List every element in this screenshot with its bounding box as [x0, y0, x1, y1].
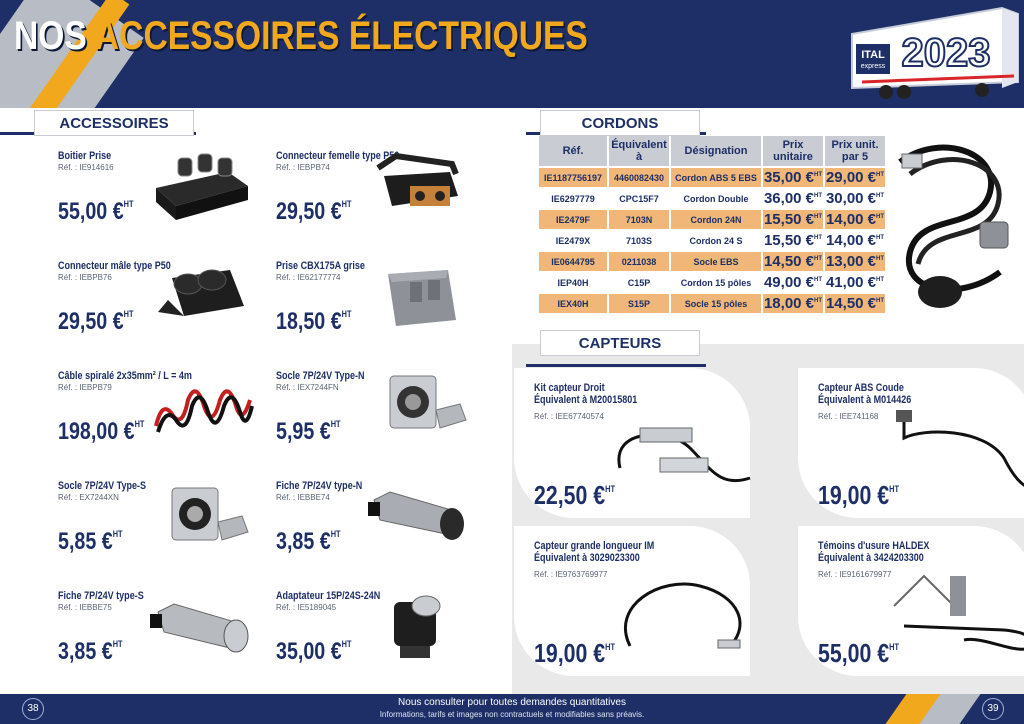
cell-equivalent: 0211038: [609, 252, 669, 271]
product-name: Connecteur mâle type P50: [58, 260, 171, 272]
cell-designation: Cordon 15 pôles: [671, 273, 761, 292]
product-boitier-prise[interactable]: [58, 150, 268, 258]
product-name: Fiche 7P/24V type-N: [276, 480, 363, 492]
capteur-price: 55,00 €$^{HT}$: [818, 638, 899, 668]
capteurs-heading: [540, 330, 700, 356]
cell-prix-unitaire: 14,50 €$^{HT}$: [763, 253, 823, 270]
product-prise-cbx175a[interactable]: [276, 260, 486, 368]
cell-designation: Cordon ABS 5 EBS: [671, 168, 761, 187]
table-row: [539, 231, 885, 250]
table-header-row: [539, 136, 885, 166]
product-ref: Réf. : IE914616: [58, 163, 114, 172]
page-header: [0, 0, 1024, 108]
table-row: [539, 273, 885, 292]
capteur-name: Capteur grande longueur IM Équivalent à 3029023300: [534, 540, 655, 564]
product-name: Connecteur femelle type P50: [276, 150, 400, 162]
table-row: [539, 168, 885, 187]
capteur-name: Kit capteur Droit Équivalent à M20015801: [534, 382, 638, 406]
cell-equivalent: 7103N: [609, 210, 669, 229]
product-ref: Réf. : IEX7244FN: [276, 383, 339, 392]
page-number-left: 38: [22, 698, 44, 720]
sensor-kit-icon: [600, 408, 760, 508]
product-price: 3,85 €$^{HT}$: [276, 528, 341, 555]
grey-plug-icon: [366, 260, 476, 336]
col-prix-par-5: Prix unit. par 5: [825, 136, 885, 166]
product-name: Fiche 7P/24V type-S: [58, 590, 144, 602]
title-word-2: ACCESSOIRES ÉLECTRIQUES: [94, 14, 588, 58]
product-ref: Réf. : IE5189045: [276, 603, 337, 612]
page-title: [14, 14, 588, 59]
cell-prix-par-5: 41,00 €$^{HT}$: [825, 274, 885, 291]
product-name: Socle 7P/24V Type-S: [58, 480, 147, 492]
col-equivalent: Équivalent à: [609, 136, 669, 166]
cell-ref: IE2479F: [539, 210, 607, 229]
capteur-name: Capteur ABS Coude Équivalent à M014426: [818, 382, 912, 406]
socket-base-icon: [148, 480, 258, 556]
product-ref: Réf. : EX7244XN: [58, 493, 119, 502]
col-prix-unitaire: Prix unitaire: [763, 136, 823, 166]
cell-equivalent: 4460082430: [609, 168, 669, 187]
product-fiche-type-s[interactable]: [58, 590, 268, 698]
cell-prix-unitaire: 15,50 €$^{HT}$: [763, 232, 823, 249]
capteur-abs-coude[interactable]: [798, 368, 1024, 518]
capteur-price: 19,00 €$^{HT}$: [534, 638, 615, 668]
adapter-icon: [366, 590, 476, 666]
product-adaptateur[interactable]: [276, 590, 486, 698]
col-ref: Réf.: [539, 136, 607, 166]
product-price: 55,00 €$^{HT}$: [58, 198, 134, 225]
capteur-price: 22,50 €$^{HT}$: [534, 480, 615, 510]
product-price: 5,85 €$^{HT}$: [58, 528, 123, 555]
product-price: 5,95 €$^{HT}$: [276, 418, 341, 445]
cell-ref: IEX40H: [539, 294, 607, 313]
product-socle-type-s[interactable]: [58, 480, 268, 588]
cell-prix-par-5: 29,00 €$^{HT}$: [825, 169, 885, 186]
product-price: 29,50 €$^{HT}$: [276, 198, 352, 225]
product-name: Socle 7P/24V Type-N: [276, 370, 365, 382]
cell-prix-par-5: 13,00 €$^{HT}$: [825, 253, 885, 270]
cell-prix-par-5: 14,50 €$^{HT}$: [825, 295, 885, 312]
socket-box-icon: [148, 150, 258, 226]
capteur-grande-longueur[interactable]: [514, 526, 750, 676]
cell-prix-par-5: 30,00 €$^{HT}$: [825, 190, 885, 207]
product-price: 3,85 €$^{HT}$: [58, 638, 123, 665]
year-text: 2023: [901, 31, 991, 75]
product-name: Boitier Prise: [58, 150, 112, 162]
product-cable-spirale[interactable]: [58, 370, 268, 478]
product-price: 18,50 €$^{HT}$: [276, 308, 352, 335]
table-row: [539, 210, 885, 229]
long-sensor-icon: [600, 566, 760, 666]
title-word-1: NOS: [14, 14, 87, 58]
cell-designation: Cordon Double: [671, 189, 761, 208]
capteur-ref: Réf. : IEE67740574: [534, 412, 604, 421]
brand-top-text: ITAL: [861, 49, 885, 61]
socket-base-icon: [366, 370, 476, 446]
capteur-price: 19,00 €$^{HT}$: [818, 480, 899, 510]
wear-indicator-icon: [884, 566, 1024, 666]
product-socle-type-n[interactable]: [276, 370, 486, 478]
product-ref: Réf. : IEBBE75: [58, 603, 112, 612]
cell-prix-unitaire: 49,00 €$^{HT}$: [763, 274, 823, 291]
product-ref: Réf. : IE62177774: [276, 273, 341, 282]
product-price: 198,00 €$^{HT}$: [58, 418, 145, 445]
cell-designation: Cordon 24N: [671, 210, 761, 229]
cell-designation: Socle 15 pôles: [671, 294, 761, 313]
footer-note: Nous consulter pour toutes demandes quantitatives: [398, 697, 626, 708]
cell-equivalent: CPC15F7: [609, 189, 669, 208]
col-designation: Désignation: [671, 136, 761, 166]
cell-ref: IE1187756197: [539, 168, 607, 187]
plug-icon: [366, 480, 476, 556]
product-price: 29,50 €$^{HT}$: [58, 308, 134, 335]
female-connector-icon: [366, 150, 476, 226]
product-name: Adaptateur 15P/24S-24N: [276, 590, 381, 602]
product-price: 35,00 €$^{HT}$: [276, 638, 352, 665]
capteur-ref: Réf. : IE9161679977: [818, 570, 892, 579]
capteurs-title: CAPTEURS: [578, 335, 662, 352]
cell-designation: Cordon 24 S: [671, 231, 761, 250]
cell-equivalent: S15P: [609, 294, 669, 313]
product-ref: Réf. : IEBPB76: [58, 273, 112, 282]
cell-prix-par-5: 14,00 €$^{HT}$: [825, 232, 885, 249]
footer-disclaimer: Informations, tarifs et images non contractuels et modifiables sans préavis.: [379, 710, 645, 719]
cell-equivalent: C15P: [609, 273, 669, 292]
cordons-heading: [540, 110, 700, 136]
product-ref: Réf. : IEBPB79: [58, 383, 112, 392]
capteur-temoins-usure[interactable]: [798, 526, 1024, 676]
product-connecteur-male[interactable]: [58, 260, 268, 368]
product-ref: Réf. : IEBBE74: [276, 493, 330, 502]
cordons-title: CORDONS: [581, 115, 659, 132]
cell-ref: IE2479X: [539, 231, 607, 250]
cell-ref: IEP40H: [539, 273, 607, 292]
plug-icon: [148, 590, 258, 666]
cordons-table: [537, 134, 887, 315]
product-name: Câble spiralé 2x35mm² / L = 4m: [58, 370, 192, 382]
cell-prix-unitaire: 18,00 €$^{HT}$: [763, 295, 823, 312]
cell-ref: IE6297779: [539, 189, 607, 208]
cell-designation: Socle EBS: [671, 252, 761, 271]
cell-ref: IE0644795: [539, 252, 607, 271]
cell-equivalent: 7103S: [609, 231, 669, 250]
capteurs-underline: [526, 364, 706, 367]
brand-bottom-text: express: [860, 63, 886, 70]
table-row: [539, 252, 885, 271]
cell-prix-unitaire: 15,50 €$^{HT}$: [763, 211, 823, 228]
accessoires-heading: [34, 110, 194, 136]
truck-logo-icon: [842, 4, 1024, 104]
capteur-ref: Réf. : IE9763769977: [534, 570, 608, 579]
page-number-right: 39: [982, 698, 1004, 720]
page-footer: [0, 694, 1024, 724]
capteur-name: Témoins d'usure HALDEX Équivalent à 3424203300: [818, 540, 930, 564]
cell-prix-par-5: 14,00 €$^{HT}$: [825, 211, 885, 228]
abs-sensor-icon: [884, 408, 1024, 508]
product-fiche-type-n[interactable]: [276, 480, 486, 588]
capteur-ref: Réf. : IEE741168: [818, 412, 879, 421]
table-row: [539, 294, 885, 313]
product-connecteur-femelle[interactable]: [276, 150, 486, 258]
product-ref: Réf. : IEBPB74: [276, 163, 330, 172]
product-name: Prise CBX175A grise: [276, 260, 365, 272]
capteur-kit-droit[interactable]: [514, 368, 750, 518]
cell-prix-unitaire: 35,00 €$^{HT}$: [763, 169, 823, 186]
spiral-cable-icon: [148, 370, 258, 446]
cable-coil-icon: [880, 132, 1020, 322]
cell-prix-unitaire: 36,00 €$^{HT}$: [763, 190, 823, 207]
male-connector-icon: [148, 260, 258, 336]
accessoires-title: ACCESSOIRES: [59, 115, 169, 132]
table-row: [539, 189, 885, 208]
